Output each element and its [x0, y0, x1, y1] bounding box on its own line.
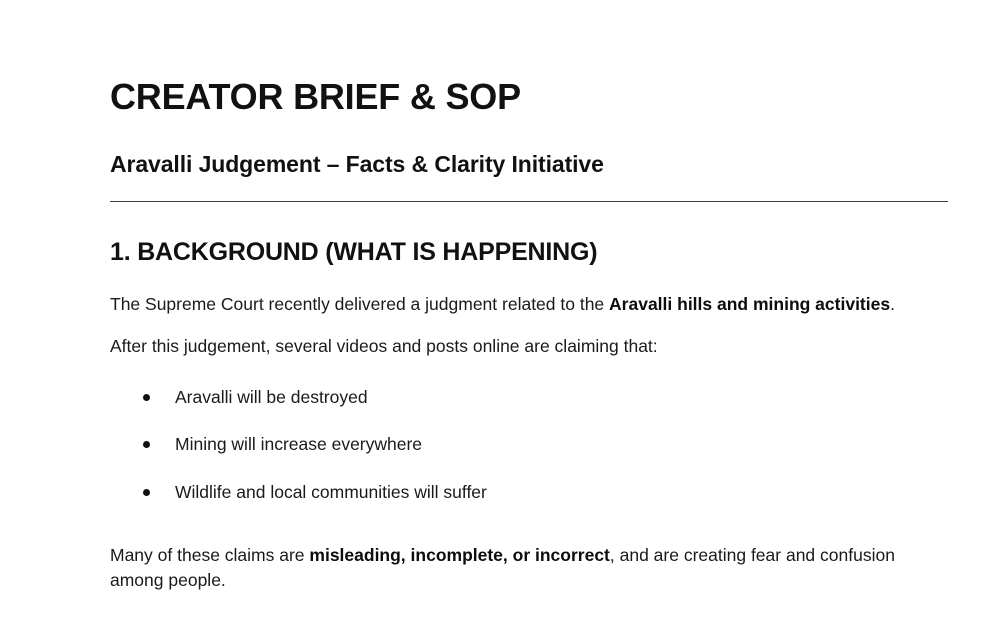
background-paragraph-2: After this judgement, several videos and posts online are claiming that: — [110, 336, 658, 357]
paragraph-1-tail: . — [890, 293, 895, 314]
document-subtitle: Aravalli Judgement – Facts & Clarity Initiative — [110, 151, 604, 178]
paragraph-1-emphasis: Aravalli hills and mining activities — [609, 293, 891, 314]
closing-lead: Many of these claims are — [110, 544, 310, 565]
list-item-label: Mining will increase everywhere — [175, 434, 423, 455]
list-item — [110, 481, 947, 505]
bullet-icon — [143, 441, 150, 448]
page-title: CREATOR BRIEF & SOP — [110, 76, 521, 117]
background-paragraph-closing — [110, 505, 947, 594]
background-paragraph-1 — [110, 267, 947, 317]
list-item — [110, 433, 947, 457]
list-item-label: Aravalli will be destroyed — [175, 386, 368, 407]
closing-tail: , and are creating fear and confusion among people. — [110, 544, 895, 590]
closing-emphasis: misleading, incomplete, or incorrect — [309, 544, 610, 565]
bullet-icon — [143, 489, 150, 496]
paragraph-1-lead: The Supreme Court recently delivered a judgment related to the — [110, 293, 610, 314]
bullet-icon — [143, 394, 150, 401]
list-item — [110, 386, 947, 410]
section-heading-background: 1. BACKGROUND (WHAT IS HAPPENING) — [110, 237, 598, 266]
list-item-label: Wildlife and local communities will suffer — [175, 481, 487, 502]
claims-list — [110, 360, 947, 505]
